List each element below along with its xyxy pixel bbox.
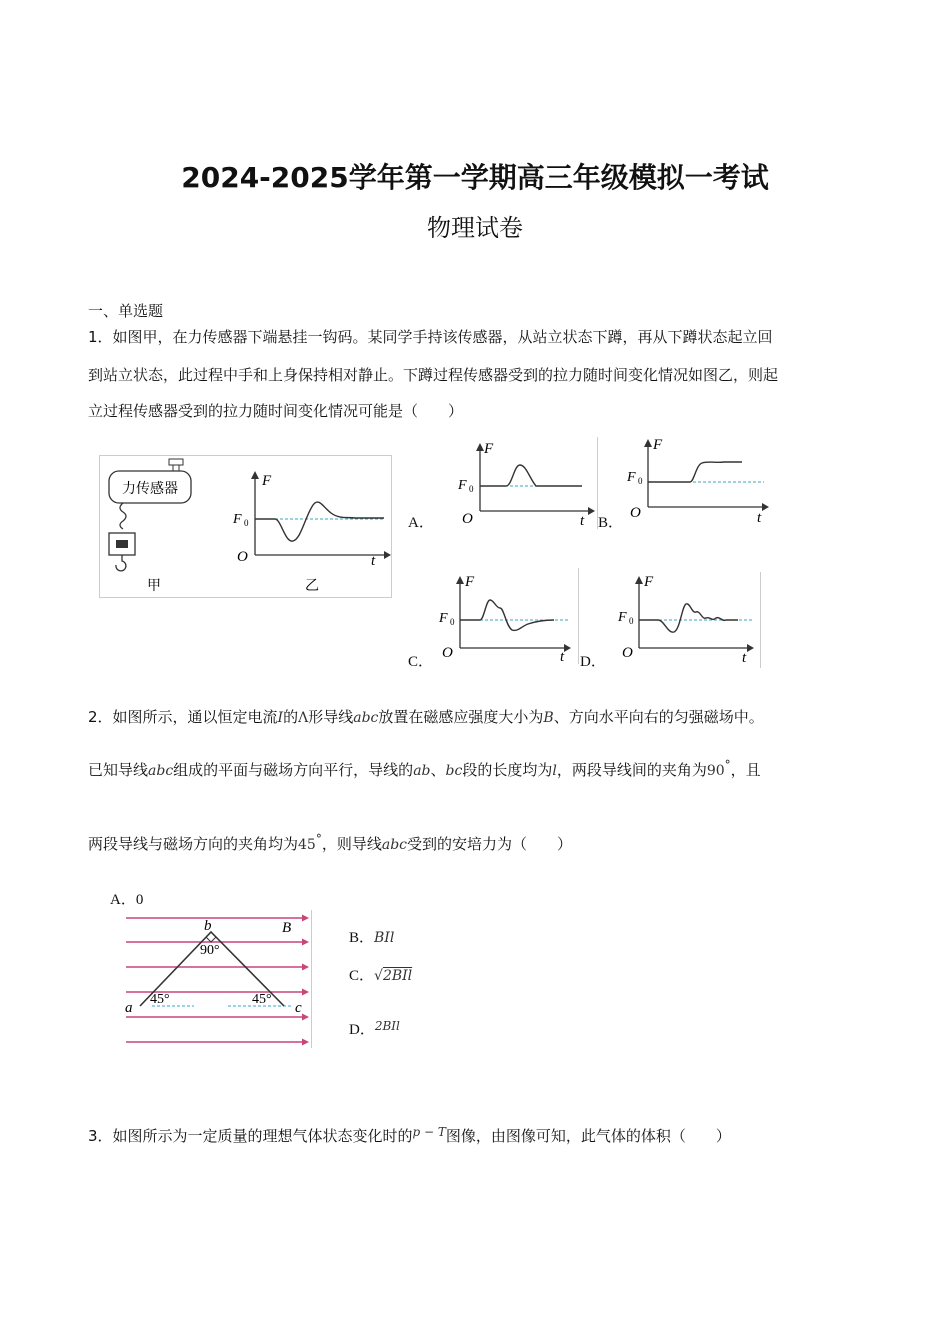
q2-l2-text-b: 组成的平面与磁场方向平行，导线的: [173, 761, 414, 779]
opt-b-axis-F0-sub: 0: [638, 476, 643, 486]
q1-option-a-graph[interactable]: [452, 437, 598, 529]
q3-l1-text-b: 图像，由图像可知，此气体的体积（ ）: [445, 1127, 731, 1145]
q2-line-3: [88, 834, 572, 855]
q2-segment-bc: bc: [445, 763, 463, 779]
q2-l2-text-c: 、: [430, 761, 446, 779]
force-sensor-icon: [109, 459, 191, 571]
q2-angle-90-deg: °: [724, 758, 731, 772]
q2-l3-text-c: 受到的安培力为（ ）: [407, 835, 573, 853]
q1-line-3: 立过程传感器受到的拉力随时间变化情况可能是（ ）: [88, 402, 464, 420]
q2-option-d[interactable]: [349, 1020, 400, 1040]
opt-a-axis-F: F: [484, 441, 494, 457]
q2-l2-wire-abc: abc: [148, 763, 174, 779]
opt-a-axis-F0: F: [458, 478, 467, 493]
opt-b-axis-F0: F: [627, 470, 636, 485]
fig-yi-graph: [232, 471, 391, 569]
q2-option-d-label: D．: [349, 1022, 375, 1038]
q2-l3-wire-abc: abc: [381, 837, 408, 853]
q1-option-d[interactable]: D．: [580, 654, 606, 670]
opt-c-axis-F: F: [465, 574, 475, 590]
q1-option-b-graph[interactable]: [624, 433, 774, 525]
opt-d-axis-O: O: [622, 645, 633, 661]
fig-yi-axis-F: F: [262, 473, 272, 489]
q2-l3-text-a: 两段导线与磁场方向的夹角均为: [88, 835, 299, 853]
fig-label-b: b: [204, 918, 212, 934]
q1-option-a[interactable]: A．: [408, 515, 434, 531]
opt-d-axis-t: t: [742, 650, 747, 666]
opt-c-axis-t: t: [560, 649, 565, 664]
opt-a-axis-O: O: [462, 511, 473, 527]
opt-b-axis-F: F: [653, 437, 663, 453]
q2-angle-90: 90: [706, 763, 725, 779]
q2-current-symbol: I: [277, 710, 284, 726]
fig-yi-axis-F0-sub: 0: [244, 518, 249, 528]
q2-option-d-value: 2BIl: [374, 1019, 400, 1033]
q2-l1-text-d: 放置在磁感应强度大小为: [378, 708, 544, 726]
q2-l3-text-b: ，则导线: [321, 835, 382, 853]
fig-label-B: B: [282, 920, 292, 936]
q3-pT-symbol: p − T: [412, 1125, 446, 1139]
opt-d-axis-F: F: [644, 574, 654, 590]
opt-b-axis-t: t: [757, 510, 762, 525]
opt-d-axis-F0-sub: 0: [629, 616, 634, 626]
q2-option-c-value: 2BIl: [382, 968, 413, 984]
sensor-label: 力传感器: [122, 482, 178, 497]
q2-l2-text-a: 已知导线: [88, 761, 149, 779]
q2-option-b[interactable]: [349, 928, 394, 948]
q2-option-b-value: BIl: [374, 930, 395, 946]
opt-b-axis-O: O: [630, 505, 641, 521]
opt-d-axis-F0: F: [618, 610, 627, 625]
q2-l1-text-a: 2．如图所示，通以恒定电流: [88, 708, 278, 726]
q2-option-b-label: B．: [349, 930, 375, 946]
q2-figure-field: [122, 910, 314, 1048]
q2-line-2: [88, 760, 761, 781]
page-title: 2024-2025学年第一学期高三年级模拟一考试: [181, 161, 769, 194]
q3-l1-text-a: 3．如图所示为一定质量的理想气体状态变化时的: [88, 1127, 413, 1145]
page-subtitle: 物理试卷: [427, 214, 523, 242]
q1-line-1: 1．如图甲，在力传感器下端悬挂一钩码。某同学手持该传感器，从站立状态下蹲，再从下蹲状态起立回: [88, 328, 773, 346]
q1-option-b[interactable]: B．: [598, 515, 624, 531]
opt-c-axis-O: O: [442, 645, 453, 661]
fig-yi-axis-t: t: [371, 553, 376, 569]
q1-option-d-graph[interactable]: [614, 568, 764, 668]
fig-jia-label: 甲: [147, 579, 161, 594]
q3-line-1: [88, 1126, 731, 1147]
q2-option-c-sqrt: √: [374, 968, 383, 984]
q1-line-2: 到站立状态，此过程中手和上身保持相对静止。下蹲过程传感器受到的拉力随时间变化情况如图乙，则起: [88, 366, 779, 384]
fig-angle-90: 90°: [200, 943, 220, 958]
q1-option-c-graph[interactable]: [434, 568, 580, 664]
q2-l1-text-c: 形导线: [308, 708, 354, 726]
q2-wire-abc: abc: [353, 710, 379, 726]
fig-yi-label: 乙: [305, 579, 319, 594]
q1-option-c[interactable]: C．: [408, 654, 434, 670]
opt-a-axis-F0-sub: 0: [469, 484, 474, 494]
q2-option-c[interactable]: [349, 966, 412, 986]
q2-angle-45-deg: °: [315, 832, 322, 846]
q2-lambda-shape: Λ: [298, 710, 309, 726]
q2-line-1: [88, 707, 764, 728]
q2-length-l: l: [552, 763, 557, 779]
q1-figure-jia-yi: [99, 455, 394, 600]
q2-l1-text-b: 的: [283, 708, 299, 726]
q2-l2-text-e: ，两段导线间的夹角为: [556, 761, 707, 779]
opt-a-axis-t: t: [580, 513, 585, 529]
q2-l2-text-d: 段的长度均为: [462, 761, 553, 779]
fig-angle-45-left: 45°: [150, 992, 170, 1007]
fig-label-a: a: [125, 1000, 133, 1016]
q2-field-B: B: [543, 710, 554, 726]
q2-l1-text-e: 、方向水平向右的匀强磁场中。: [553, 708, 764, 726]
q2-option-c-label: C．: [349, 968, 375, 984]
opt-c-axis-F0-sub: 0: [450, 617, 455, 627]
q2-angle-45: 45: [298, 837, 316, 853]
fig-label-c: c: [295, 1000, 302, 1016]
q2-option-a[interactable]: A．0: [110, 892, 144, 908]
opt-c-axis-F0: F: [439, 611, 448, 626]
q2-l2-text-f: ，且: [730, 761, 761, 779]
fig-angle-45-right: 45°: [252, 992, 272, 1007]
section-label: 一、单选题: [88, 302, 164, 320]
q2-segment-ab: ab: [413, 763, 431, 779]
fig-yi-axis-O: O: [237, 549, 248, 565]
fig-yi-axis-F0: F: [233, 512, 242, 527]
